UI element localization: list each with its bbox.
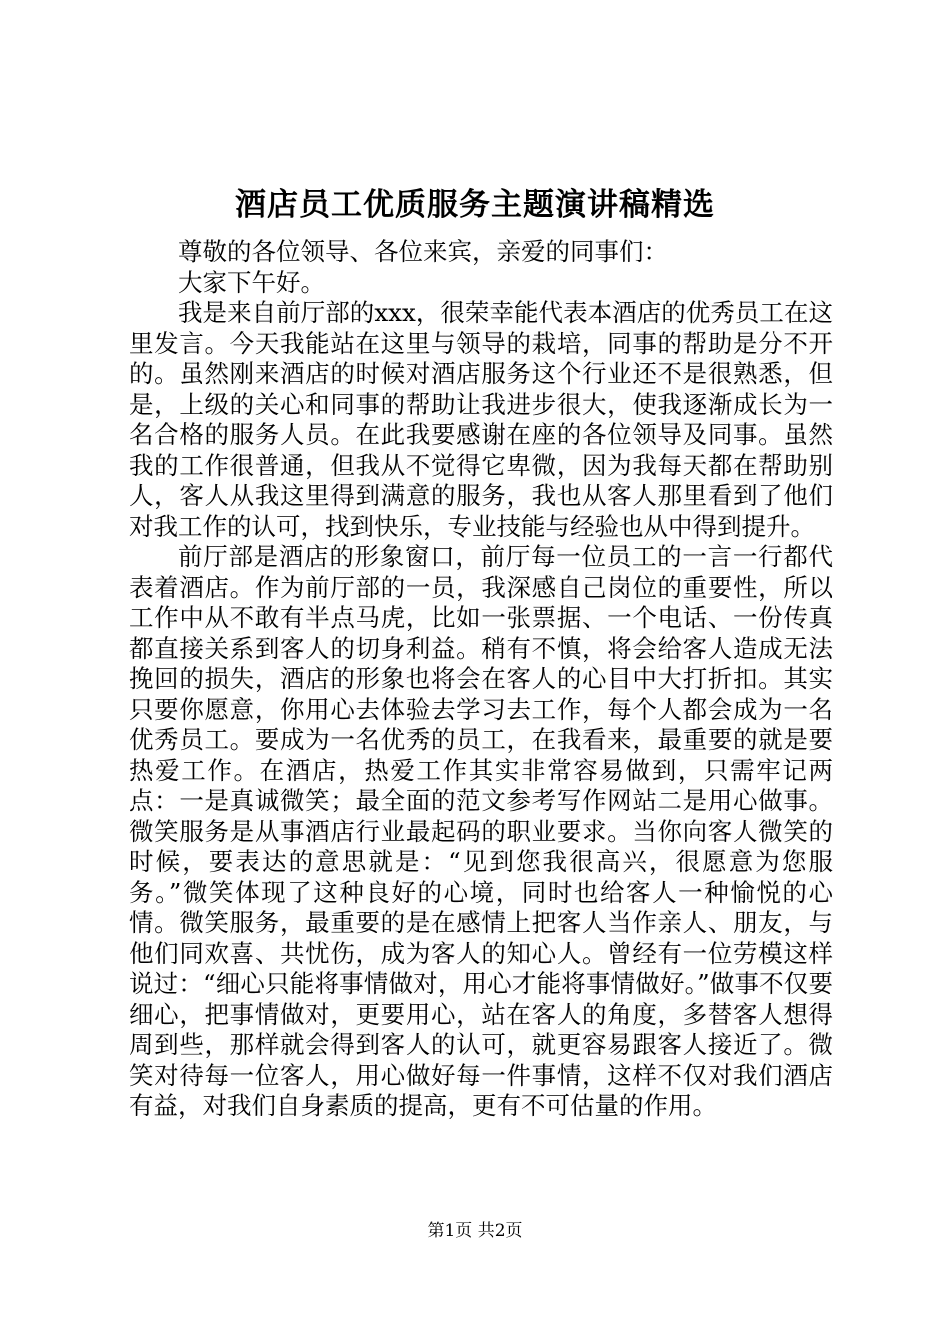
page-title: 酒店员工优质服务主题演讲稿精选 (235, 187, 715, 223)
body-paragraph: 前厅部是酒店的形象窗口，前厅每一位员工的一言一行都代表着酒店。作为前厅部的一员，我深感自己岗位的重要性，所以工作中从不敢有半点马虎，比如一张票据、一个电话、一份传真都直接关系到客人的切身利益。稍有不慎，将会给客人造成无法挽回的损失，酒店的形象也将会在客人的心目中大打折扣。其实只要你愿意，你用心去体验去学习去工作，每个人都会成为一名优秀员工。要成为一名优秀的员工，在我看来，最重要的就是要热爱工作。在酒店，热爱工作其实非常容易做到，只需牢记两点：一是真诚微笑；最全面的范文参考写作网站二是用心做事。微笑服务是从事酒店行业最起码的职业要求。当你向客人微笑的时候，要表达的意思就是：“见到您我很高兴，很愿意为您服务。”微笑体现了这种良好的心境，同时也给客人一种愉悦的心情。微笑服务，最重要的是在感情上把客人当作亲人、朋友，与他们同欢喜、共忧伤，成为客人的知心人。曾经有一位劳模这样说过：“细心只能将事情做对，用心才能将事情做好。”做事不仅要细心，把事情做对，更要用心，站在客人的角度，多替客人想得周到些，那样就会得到客人的认可，就更容易跟客人接近了。微笑对待每一位客人，用心做好每一件事情，这样不仅对我们酒店有益，对我们自身素质的提高，更有不可估量的作用。 (129, 542, 833, 1120)
page-footer: 第1页 共2页 (427, 1221, 523, 1241)
greeting-paragraph: 大家下午好。 (178, 267, 325, 297)
document-body (129, 237, 833, 1122)
salutation-paragraph: 尊敬的各位领导、各位来宾，亲爱的同事们： (178, 237, 668, 266)
body-paragraph: 我是来自前厅部的xxx，很荣幸能代表本酒店的优秀员工在这里发言。今天我能站在这里与领导的栽培，同事的帮助是分不开的。虽然刚来酒店的时候对酒店服务这个行业还不是很熟悉，但是，上级的关心和同事的帮助让我进步很大，使我逐渐成长为一名合格的服务人员。在此我要感谢在座的各位领导及同事。虽然我的工作很普通，但我从不觉得它卑微，因为我每天都在帮助别人，客人从我这里得到满意的服务，我也从客人那里看到了他们对我工作的认可，找到快乐，专业技能与经验也从中得到提升。 (129, 298, 833, 541)
